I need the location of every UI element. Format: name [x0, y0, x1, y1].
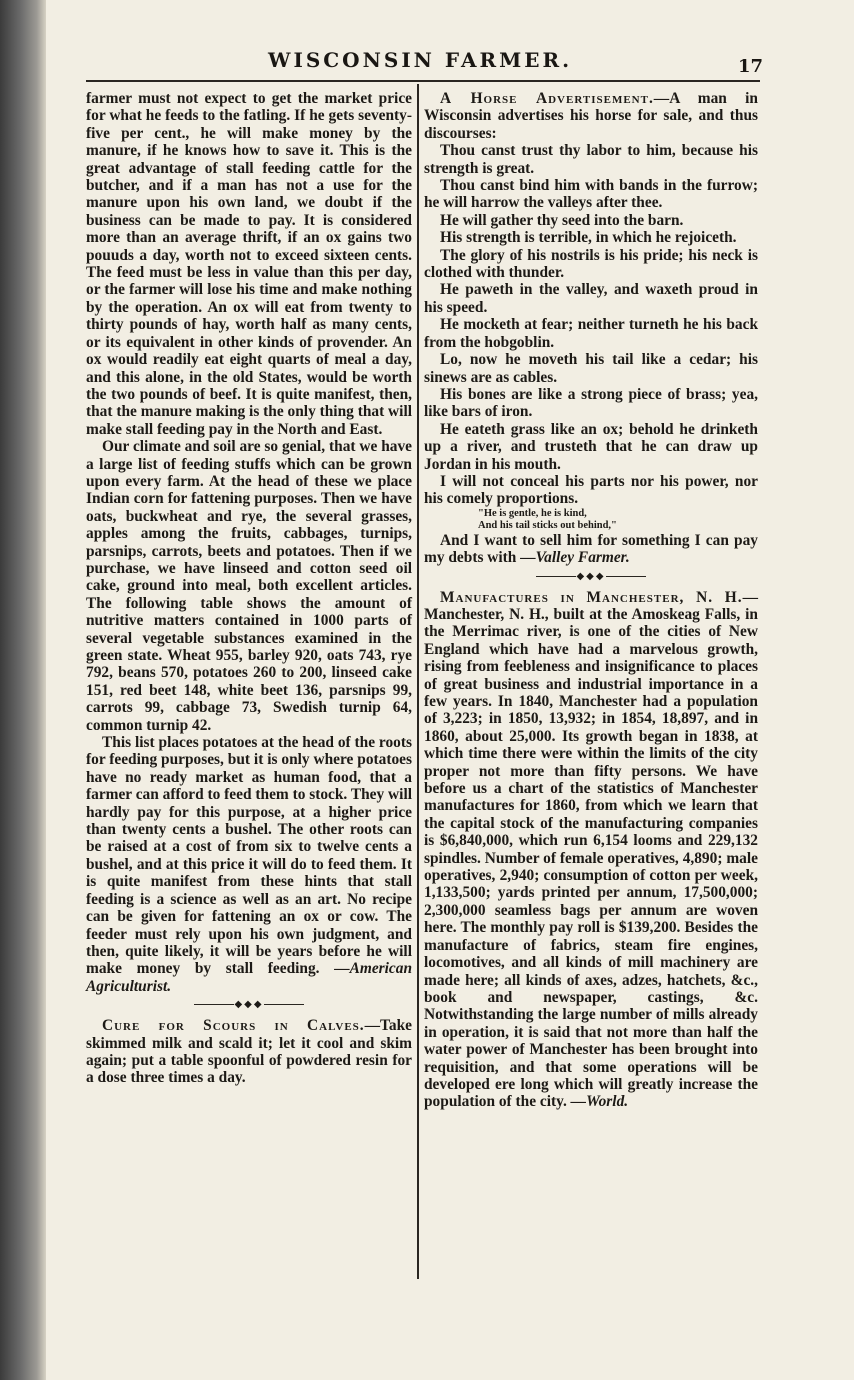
article-manchester — [424, 589, 758, 1111]
article-title: Cure for Scours in Calves. — [102, 1017, 365, 1035]
verse: He will gather thy seed into the barn. — [440, 211, 684, 229]
verse: He eateth grass like an ox; behold he drinketh up a river, and trusteth that he can draw up Jordan in his mouth. — [424, 420, 758, 473]
left-column — [86, 90, 412, 1087]
article-paragraph: Our climate and soil are so genial, that we have a large list of feeding stuffs which can be grown upon every farm. At the head of these we place Indian corn for fattening purposes. Then we have oats, buckwheat and rye, the several grasses, apples among the fruits, cabbages, turnips, parsnips, carrots, beets and potatoes. Then if we purchase, we have linseed and cotton seed oil cake, ground into meal, both excellent articles. The following table shows the amount of nutritive matters contained in 1000 parts of several vegetable substances examined in the green state. Wheat 955, barley 920, oats 743, rye 792, beans 570, potatoes 260 to 200, linseed cake 151, red beet 148, white beet 136, parsnips 99, carrots 99, cabbage 73, Swedish turnip 64, common turnip 42. — [86, 438, 412, 734]
article-paragraph-text: This list places potatoes at the head of the roots for feeding purposes, but it is only where potatoes have no ready market as human food, that a farmer can afford to feed them to stock. They will hardly pay for this purpose, at a higher price than twenty cents a bushel. The other roots can be raised at a cost of from six to twelve cents a bushel, and at this price it will do to feed them. It is quite manifest from these hints that stall feeding is a science as well as an art. No recipe can be given for fattening an ox or cow. The feeder must rely upon his own judgment, and then, quite likely, it will be years before he will make money by stall feeding. — [86, 734, 412, 978]
column-divider — [417, 84, 419, 1279]
verse: I will not conceal his parts nor his power, nor his comely proportions. — [424, 472, 758, 508]
running-header-title: WISCONSIN FARMER. — [268, 48, 573, 72]
article-paragraph — [86, 734, 412, 995]
verse: He paweth in the valley, and waxeth proud in his speed. — [424, 281, 758, 316]
article-intro: —A man in Wisconsin advertises his horse for sale, and thus discourses: — [424, 90, 758, 142]
ornament-glyphs: ◆◆◆ — [234, 999, 264, 1011]
verse: He mocketh at fear; neither turneth he his back from the hobgoblin. — [424, 316, 758, 351]
section-ornament — [86, 999, 412, 1011]
article-title: A Horse Advertisement. — [440, 90, 654, 107]
right-column — [424, 90, 758, 1111]
verse: Lo, now he moveth his tail like a cedar; his sinews are as cables. — [424, 351, 758, 386]
verse: The glory of his nostrils is his pride; his neck is clothed with thunder. — [424, 246, 758, 282]
article-attribution: —Valley Farmer. — [520, 549, 630, 567]
verse: Thou canst bind him with bands in the furrow; he will harrow the valleys after thee. — [424, 177, 758, 212]
header-rule — [86, 80, 760, 82]
article-closing — [424, 532, 758, 567]
closing-text: And I want to sell him for something I can pay my debts with — [424, 531, 758, 567]
page-number: 17 — [738, 56, 764, 77]
section-ornament — [424, 571, 758, 583]
verse: Thou canst trust thy labor to him, because his strength is great. — [424, 142, 758, 177]
article-paragraph: farmer must not expect to get the market price for what he feeds to the fatling. If he gets seventy-five per cent., he will make money by the manure, if he knows how to save it. This is the great advantage of stall feeding cattle for the butcher, and if a man has not a use for the manure upon his own land, we doubt if the business can be made to pay. It is considered more than an average thrift, if an ox gains two pouuds a day, worth not to exceed sixteen cents. The feed must be less in value than this per day, or the farmer will lose his time and make nothing by the operation. An ox will eat from twenty to thirty pounds of hay, worth half as many cents, or its equivalent in other kinds of provender. An ox would readily eat eight quarts of meal a day, and this alone, in the old States, would be worth the two pounds of beef. It is quite manifest, then, that the manure making is the only thing that will make stall feeding pay in the North and East. — [86, 90, 412, 438]
verse: His bones are like a strong piece of brass; yea, like bars of iron. — [424, 385, 758, 421]
poem-line: And his tail sticks out behind," — [478, 519, 617, 531]
article-horse-intro — [424, 90, 758, 142]
article-attribution: —American Agriculturist. — [86, 960, 412, 995]
article-body: —Manchester, N. H., built at the Amoskeag Falls, in the Merrimac river, is one of the cities of New England which have had a marvelous growth, rising from feebleness and insignificance to places of great business and industrial importance in a few years. In 1840, Manchester had a population of 3,223; in 1850, 13,932; in 1854, 18,897, and in 1860, about 25,000. Its growth began in 1838, at which time there were within the limits of the city proper not more than fifty persons. We have before us a chart of the statistics of Manchester manufactures for 1860, from which we learn that the capital stock of the manufacturing companies is $6,840,000, which run 6,154 looms and 229,132 spindles. Number of female operatives, 4,890; male operatives, 2,940; consumption of cotton per week, 1,133,500; yards printed per annum, 17,500,000; 2,300,000 seamless bags per annum are woven here. The monthly pay roll is $139,200. Besides the manufacture of fabrics, steam fire engines, locomotives, and all kinds of mill machinery are made here; all kinds of axes, adzes, hatchets, &c., book and newspaper, castings, &c. Notwithstanding the large number of mills already in operation, it is said that not more than half the water power of Manchester has been brought into requisition, and that some operations will be developed ere long which will greatly increase the population of the city. — [424, 588, 758, 1111]
article-attribution: —World. — [570, 1093, 629, 1111]
ornament-glyphs: ◆◆◆ — [576, 570, 606, 582]
article-cure-scours — [86, 1017, 412, 1087]
article-title: Manufactures in Manchester, N. H. — [440, 588, 743, 606]
poem-line: "He is gentle, he is kind, — [478, 507, 587, 519]
article-body: —Take skimmed milk and scald it; let it cool and skim again; put a table spoonful of powdered resin for a dose three times a day. — [86, 1017, 412, 1087]
book-spine — [0, 0, 46, 1380]
verse: His strength is terrible, in which he rejoiceth. — [440, 229, 737, 247]
